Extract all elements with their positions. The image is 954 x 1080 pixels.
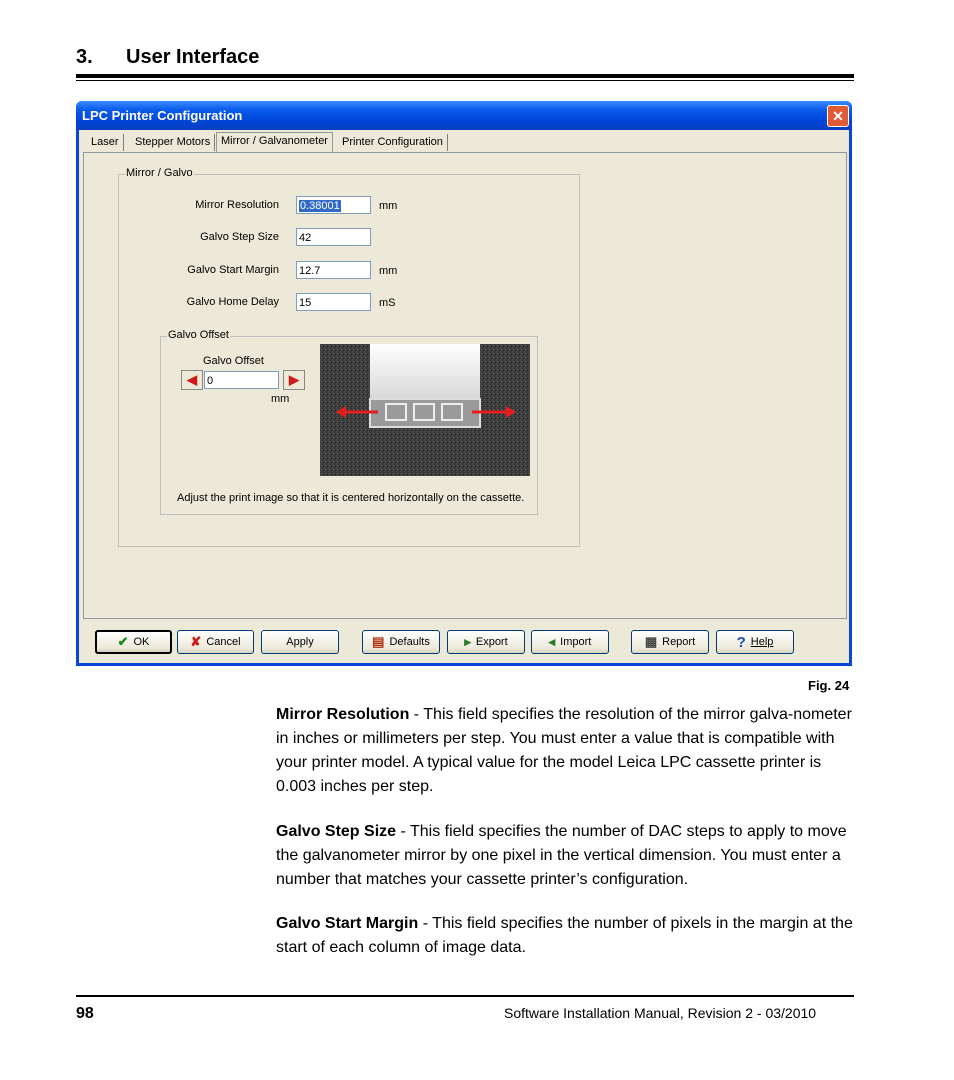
galvo-start-margin-input[interactable]: 12.7 bbox=[296, 261, 371, 279]
tab-printer-configuration[interactable]: Printer Configuration bbox=[338, 134, 448, 151]
cancel-button[interactable]: ✘ Cancel bbox=[177, 630, 254, 654]
help-button[interactable]: ? Help bbox=[716, 630, 794, 654]
galvo-start-margin-unit: mm bbox=[379, 265, 398, 277]
figure-label: Fig. 24 bbox=[808, 678, 850, 693]
term-galvo-step-size: Galvo Step Size bbox=[276, 823, 397, 840]
help-icon: ? bbox=[736, 633, 746, 651]
export-icon: ▸ bbox=[464, 634, 471, 649]
mirror-resolution-input[interactable]: 0.38001 bbox=[296, 196, 371, 214]
printer-config-dialog bbox=[76, 101, 852, 666]
arrow-right-icon: ▶ bbox=[289, 372, 299, 387]
galvo-home-delay-input[interactable]: 15 bbox=[296, 293, 371, 311]
manual-title: Software Installation Manual, Revision 2 - 03/2010 bbox=[504, 1005, 817, 1021]
header-rule-thick bbox=[76, 74, 854, 78]
tab-panel bbox=[83, 152, 847, 619]
desc-galvo-step-size: - This field specifies the number of DAC steps to apply to move the galvanometer mirror by one pixel in the vertical dimension. You must enter a number that matches your cassette printer’s configuration. bbox=[276, 823, 847, 888]
desc-mirror-resolution: - This field specifies the resolution of the mirror galva-nometer in inches or millimeters per step. You must enter a value that is compatible with your printer model. A typical value for the model Leica LPC cassette printer is 0.003 inches per step. bbox=[276, 706, 852, 795]
check-icon: ✔ bbox=[117, 634, 129, 649]
page-number: 98 bbox=[76, 1005, 94, 1022]
close-button[interactable] bbox=[827, 105, 849, 127]
paragraph-galvo-start-margin bbox=[276, 912, 854, 960]
galvo-offset-label: Galvo Offset bbox=[203, 355, 264, 367]
offset-left-button[interactable] bbox=[181, 370, 203, 390]
printer-icon: ▦ bbox=[644, 634, 658, 649]
galvo-home-delay-unit: mS bbox=[379, 297, 396, 309]
defaults-button[interactable]: ▤ Defaults bbox=[362, 630, 440, 654]
dialog-client-area bbox=[79, 130, 849, 663]
galvo-offset-input[interactable]: 0 bbox=[204, 371, 279, 389]
galvo-start-margin-label: Galvo Start Margin bbox=[187, 264, 279, 276]
desc-galvo-start-margin: - This field specifies the number of pixels in the margin at the start of each column of image data. bbox=[276, 915, 853, 956]
mirror-galvo-group bbox=[118, 167, 580, 547]
ok-button[interactable]: ✔ OK bbox=[95, 630, 172, 654]
tab-mirror-galvanometer[interactable]: Mirror / Galvanometer bbox=[216, 132, 333, 153]
section-heading bbox=[76, 46, 259, 69]
arrow-left-icon: ◀ bbox=[187, 372, 197, 387]
import-button[interactable]: ◂ Import bbox=[531, 630, 609, 654]
cross-icon: ✘ bbox=[190, 634, 202, 649]
cassette-photo bbox=[320, 344, 530, 476]
galvo-home-delay-label: Galvo Home Delay bbox=[186, 296, 279, 308]
paragraph-mirror-resolution bbox=[276, 703, 854, 799]
section-number: 3. bbox=[76, 46, 93, 68]
tab-laser[interactable]: Laser bbox=[87, 134, 124, 151]
defaults-icon: ▤ bbox=[372, 634, 385, 649]
dialog-title: LPC Printer Configuration bbox=[82, 108, 243, 123]
galvo-step-size-input[interactable]: 42 bbox=[296, 228, 371, 246]
footer-rule bbox=[76, 995, 854, 997]
galvo-offset-caption: Adjust the print image so that it is centered horizontally on the cassette. bbox=[177, 492, 525, 504]
dialog-titlebar[interactable] bbox=[76, 101, 852, 130]
mirror-resolution-label: Mirror Resolution bbox=[195, 199, 279, 211]
term-galvo-start-margin: Galvo Start Margin bbox=[276, 915, 419, 932]
close-icon: ✕ bbox=[832, 108, 844, 124]
offset-right-button[interactable] bbox=[283, 370, 305, 390]
paragraph-galvo-step-size bbox=[276, 820, 854, 892]
galvo-offset-group bbox=[160, 329, 538, 515]
apply-button[interactable]: Apply bbox=[261, 630, 339, 654]
mirror-galvo-group-label: Mirror / Galvo bbox=[126, 167, 193, 179]
term-mirror-resolution: Mirror Resolution bbox=[276, 706, 410, 723]
mirror-resolution-unit: mm bbox=[379, 200, 398, 212]
cassette-photo-illustration bbox=[320, 344, 530, 476]
import-icon: ◂ bbox=[548, 634, 556, 649]
export-button[interactable]: ▸ Export bbox=[447, 630, 525, 654]
report-button[interactable]: ▦ Report bbox=[631, 630, 709, 654]
galvo-step-size-label: Galvo Step Size bbox=[200, 231, 279, 243]
tab-stepper-motors[interactable]: Stepper Motors bbox=[131, 134, 215, 151]
galvo-offset-unit: mm bbox=[271, 393, 290, 405]
section-title: User Interface bbox=[126, 46, 260, 68]
galvo-offset-group-label: Galvo Offset bbox=[168, 329, 229, 341]
header-rule-thin bbox=[76, 80, 854, 81]
